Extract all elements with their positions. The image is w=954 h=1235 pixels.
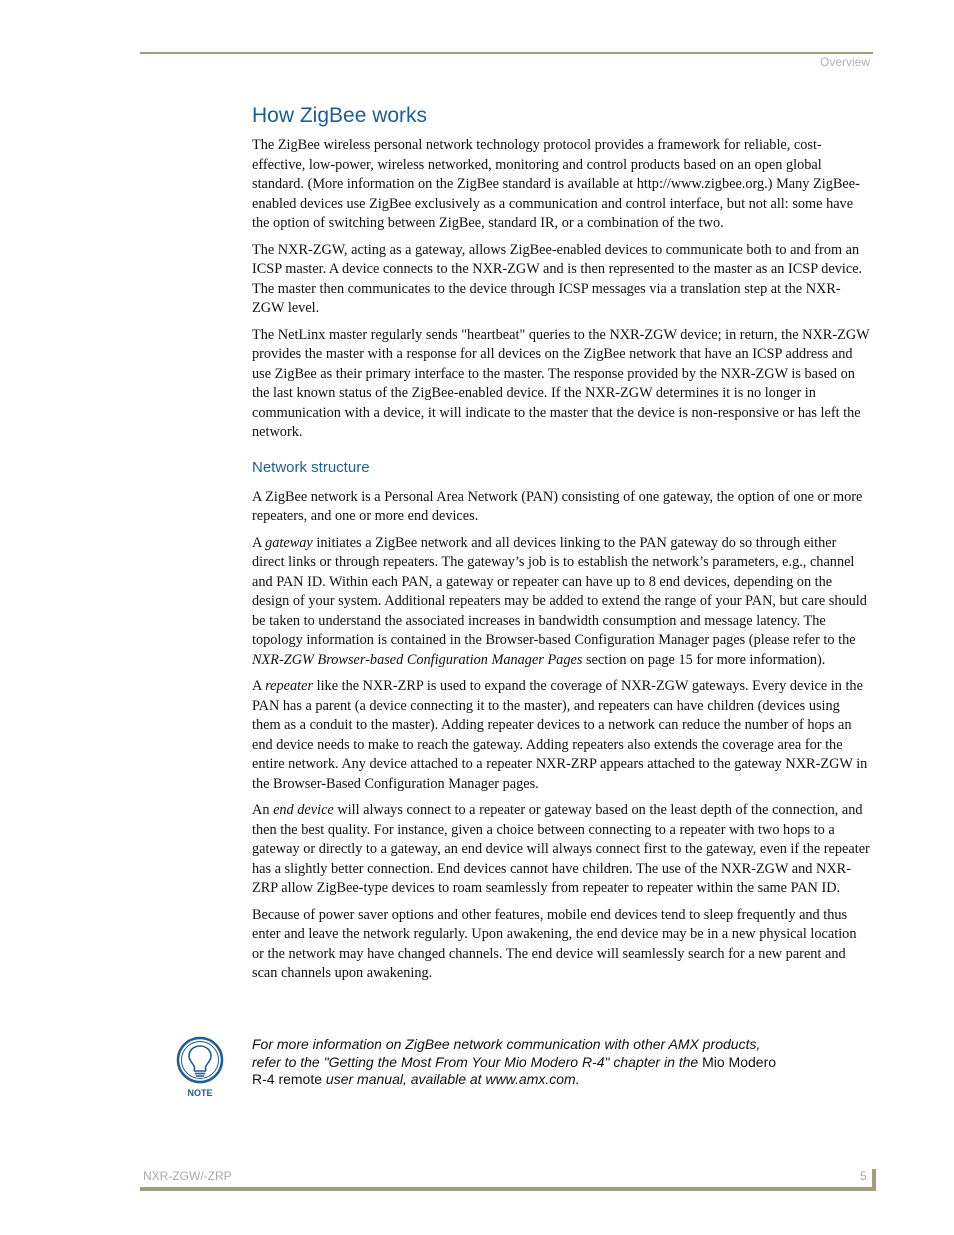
main-content bbox=[252, 104, 870, 991]
note-text-end: user manual, available at www.amx.com. bbox=[322, 1071, 580, 1087]
note-text-start: For more information on ZigBee network communication with other AMX products, refer to the "Getting the Most From Your Mio Modero R-4" chapter in the bbox=[252, 1036, 761, 1070]
note-text bbox=[252, 1036, 792, 1089]
gateway-paragraph bbox=[252, 534, 870, 671]
footer-doc-name: NXR-ZGW/-ZRP bbox=[143, 1169, 232, 1183]
end-device-prefix: An bbox=[252, 802, 274, 818]
note-product-name: Mio Modero R-4 remote bbox=[252, 1053, 777, 1087]
repeater-term: repeater bbox=[265, 678, 314, 694]
page-title: How ZigBee works bbox=[252, 104, 428, 127]
section-heading: Network structure bbox=[252, 458, 370, 476]
gateway-text-end: section on page 15 for more information). bbox=[582, 651, 826, 668]
end-device-paragraph bbox=[252, 801, 870, 899]
footer-rule-corner bbox=[872, 1169, 876, 1191]
intro-paragraph-3: The NetLinx master regularly sends "heartbeat" queries to the NXR-ZGW device; in return, the NXR-ZGW provides the master with a response for all devices on the ZigBee network that have an ICSP address and use ZigBee as their primary interface to the master. The response provided by the NXR-ZGW is based on the last known status of the ZigBee-enabled device. If the NXR-ZGW determines it is no longer in communication with a device, it will indicate to the master that the device is non-responsive or has left the network. bbox=[252, 326, 870, 440]
config-manager-reference: NXR-ZGW Browser-based Configuration Manager Pages bbox=[252, 651, 583, 668]
structure-intro-paragraph: A ZigBee network is a Personal Area Network (PAN) consisting of one gateway, the option of one or more repeaters, and one or more end devices. bbox=[252, 488, 863, 524]
lightbulb-icon bbox=[176, 1036, 224, 1098]
header-rule bbox=[140, 52, 873, 54]
repeater-prefix: A bbox=[252, 678, 266, 694]
end-device-text: will always connect to a repeater or gateway based on the least depth of the connection, and then the best quality. For instance, given a choice between connecting to a repeater with two hops to a gateway or directly to a gateway, an end device will always connect first to the gateway, even if the repeater has a slightly better connection. End devices cannot have children. The use of the NXR-ZGW and NXR-ZRP allow ZigBee-type devices to roam seamlessly from repeater to repeater within the same PAN ID. bbox=[252, 802, 870, 896]
footer-rule bbox=[140, 1187, 875, 1191]
gateway-text: initiates a ZigBee network and all devices linking to the PAN gateway do so through either direct links or through repeaters. The gateway’s job is to establish the network’s parameters, e.g., channel and PAN ID. Within each PAN, a gateway or repeater can have up to 8 end devices, depending on the design of your system. Additional repeaters may be added to extend the range of your PAN, but care should be taken to understand the associated increases in bandwidth consumption and message latency. The topology information is contained in the Browser-based Configuration Manager pages (please refer to the bbox=[252, 534, 867, 648]
note-icon-label: NOTE bbox=[187, 1088, 213, 1098]
intro-paragraph-2: The NXR-ZGW, acting as a gateway, allows ZigBee-enabled devices to communicate both to and from an ICSP master. A device connects to the NXR-ZGW and is then represented to the master as an ICSP device. The master then communicates to the device through ICSP messages via a translation step at the NXR-ZGW level. bbox=[252, 241, 863, 316]
page-number: 5 bbox=[860, 1169, 867, 1183]
repeater-paragraph bbox=[252, 677, 870, 794]
end-device-term: end device bbox=[273, 802, 334, 818]
power-saver-paragraph: Because of power saver options and other features, mobile end devices tend to sleep frequently and thus enter and leave the network regularly. Upon awakening, the end device may be in a new physical location or the network may have changed channels. The end device will seamlessly search for a new parent and scan channels upon awakening. bbox=[252, 906, 857, 981]
gateway-prefix: A bbox=[252, 534, 266, 551]
intro-paragraph-1: The ZigBee wireless personal network technology protocol provides a framework for reliable, cost-effective, low-power, wireless networked, monitoring and control products based on an open global standard. (More information on the ZigBee standard is available at http://www.zigbee.org.) Many ZigBee-enabled devices use ZigBee exclusively as a communication and control interface, but not all: some have the option of switching between ZigBee, standard IR, or a combination of the two. bbox=[252, 137, 860, 231]
gateway-term: gateway bbox=[265, 534, 313, 551]
repeater-text: like the NXR-ZRP is used to expand the coverage of NXR-ZGW gateways. Every device in the PAN has a parent (a device connecting it to the master), and repeaters can have children (devices using them as a conduit to the master). Adding repeater devices to a network can reduce the number of hops an end device needs to make to reach the gateway. Adding repeaters also extends the coverage area for the entire network. Any device attached to a repeater NXR-ZRP appears attached to the gateway NXR-ZGW in the Browser-Based Configuration Manager pages. bbox=[252, 678, 868, 792]
section-label: Overview bbox=[819, 55, 870, 69]
